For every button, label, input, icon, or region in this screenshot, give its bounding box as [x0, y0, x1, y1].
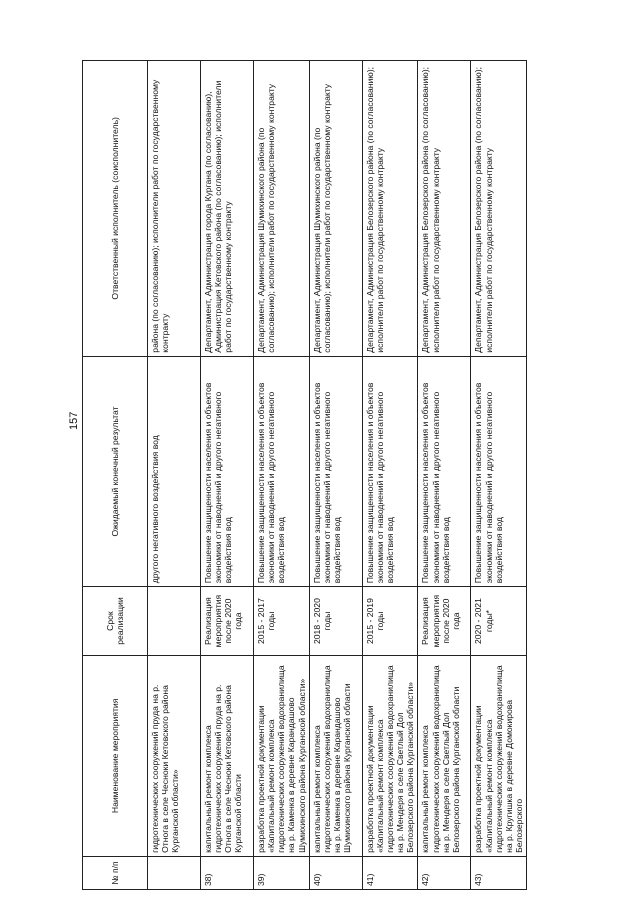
- cell-num: 39): [254, 856, 310, 889]
- cell-name: разработка проектной документации «Капитальный ремонт комплекса гидротехнических сооружений водохранилища на р. Мендеря в селе Светлый Дол Белозерского района Курганской области»: [362, 655, 418, 856]
- header-responsible: Ответственный исполнитель (соисполнитель): [83, 61, 148, 357]
- cell-name: гидротехнических сооружений пруда на р. Отнога в селе Чесноки Кетовского района Курганской области»: [148, 655, 201, 856]
- table-row: [254, 61, 310, 890]
- cell-responsible: Департамент, Администрация Белозерского района (по согласованию); исполнители работ по государственному контракту: [362, 61, 418, 357]
- cell-responsible: Департамент, Администрация Шумихинского района (по согласованию); исполнители работ по государственному контракту: [254, 61, 310, 357]
- cell-responsible: Департамент, Администрация Белозерского района (по согласованию); исполнители работ по государственному контракту: [471, 61, 527, 357]
- table-row: [201, 61, 254, 890]
- table-row: [309, 61, 362, 890]
- measures-table: [82, 60, 527, 890]
- cell-responsible: района (по согласованию); исполнители работ по государственному контракту: [148, 61, 201, 357]
- cell-term: 2015 - 2019 годы: [362, 587, 418, 656]
- cell-num: 41): [362, 856, 418, 889]
- cell-term: Реализация мероприятия после 2020 года: [201, 587, 254, 656]
- table-row: [362, 61, 418, 890]
- cell-name: капитальный ремонт комплекса гидротехнических сооружений водохранилища на р. Мендеря в селе Светлый Дол Белозерского района Курганской области: [418, 655, 471, 856]
- cell-name: разработка проектной документации «Капитальный ремонт комплекса гидротехнических сооружений водохранилища на р. Каменка в деревне Карандашово Шумихинского района Курганской области»: [254, 655, 310, 856]
- cell-term: 2018 - 2020 годы: [309, 587, 362, 656]
- cell-result: Повышение защищенности населения и объектов экономики от наводнений и другого негативного воздействия вод: [201, 356, 254, 587]
- table-row: [471, 61, 527, 890]
- rotated-table-container: [82, 60, 552, 890]
- cell-term: [148, 587, 201, 656]
- cell-responsible: Департамент, Администрация Белозерского района (по согласованию); исполнители работ по государственному контракту: [418, 61, 471, 357]
- cell-num: 38): [201, 856, 254, 889]
- header-term: Срок реализации: [83, 587, 148, 656]
- cell-name: капитальный ремонт комплекса гидротехнических сооружений пруда на р. Отнога в селе Чесноки Кетовского района Курганской области: [201, 655, 254, 856]
- table-row: [418, 61, 471, 890]
- table-row: [148, 61, 201, 890]
- cell-num: 40): [309, 856, 362, 889]
- cell-num: [148, 856, 201, 889]
- page-number: 157: [68, 411, 80, 430]
- cell-result: Повышение защищенности населения и объектов экономики от наводнений и другого негативного воздействия вод: [309, 356, 362, 587]
- cell-term: 2020 - 2021 годы*: [471, 587, 527, 656]
- header-name: Наименование мероприятия: [83, 655, 148, 856]
- cell-term: 2015 - 2017 годы: [254, 587, 310, 656]
- header-result: Ожидаемый конечный результат: [83, 356, 148, 587]
- cell-result: Повышение защищенности населения и объектов экономики от наводнений и другого негативного воздействия вод: [418, 356, 471, 587]
- cell-responsible: Департамент, Администрация города Кургана (по согласованию), Администрация Кетовского района (по согласованию); исполнители работ по государственному контракту: [201, 61, 254, 357]
- cell-num: 42): [418, 856, 471, 889]
- cell-result: Повышение защищенности населения и объектов экономики от наводнений и другого негативного воздействия вод: [254, 356, 310, 587]
- header-num: № п/п: [83, 856, 148, 889]
- cell-result: Повышение защищенности населения и объектов экономики от наводнений и другого негативного воздействия вод: [471, 356, 527, 587]
- cell-name: разработка проектной документации «Капитальный ремонт комплекса гидротехнических сооружений водохранилища на р. Кругишка в деревне Домокирова Белозерского: [471, 655, 527, 856]
- cell-num: 43): [471, 856, 527, 889]
- cell-name: капитальный ремонт комплекса гидротехнических сооружений водохранилища на р. Каменка в деревне Карандашово Шумихинского района Курганской области: [309, 655, 362, 856]
- cell-responsible: Департамент, Администрация Шумихинского района (по согласованию); исполнители работ по государственному контракту: [309, 61, 362, 357]
- cell-term: Реализация мероприятия после 2020 года: [418, 587, 471, 656]
- cell-result: другого негативного воздействия вод: [148, 356, 201, 587]
- cell-result: Повышение защищенности населения и объектов экономики от наводнений и другого негативного воздействия вод: [362, 356, 418, 587]
- table-header-row: [83, 61, 148, 890]
